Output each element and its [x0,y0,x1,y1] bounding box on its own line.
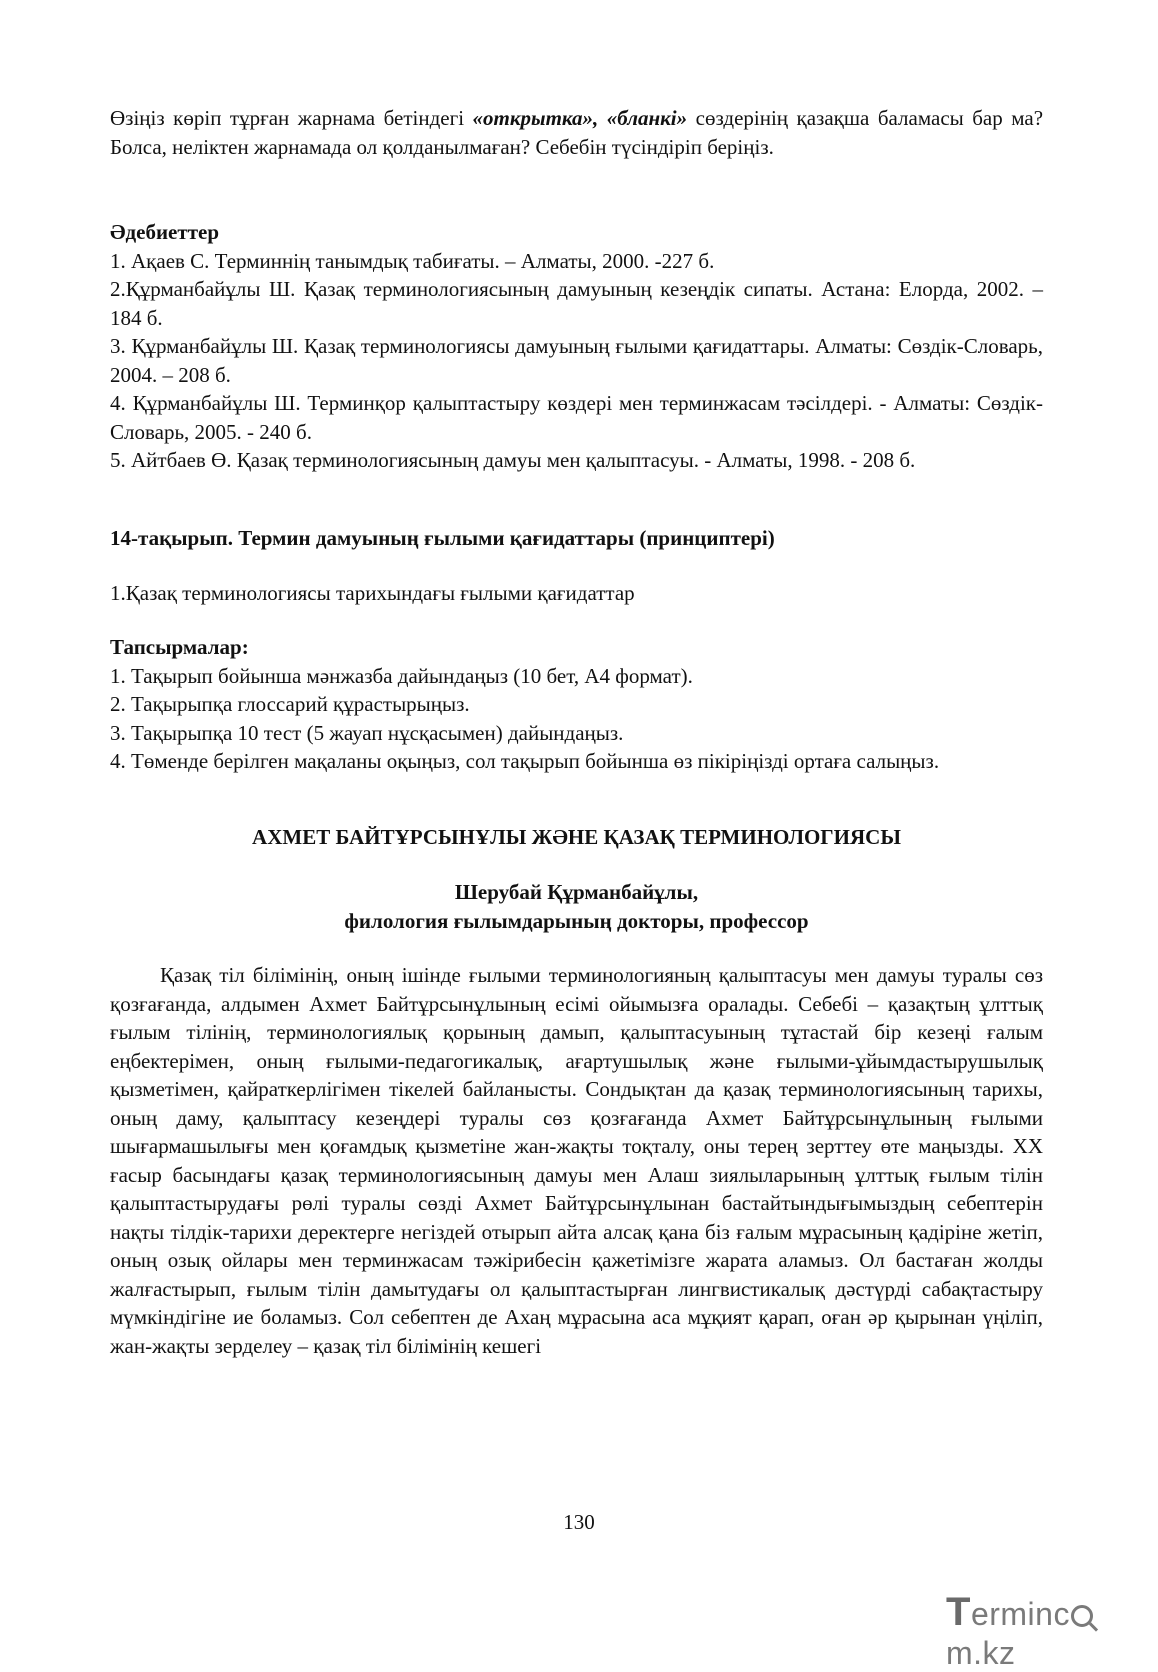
article-author: Шерубай Құрманбайұлы, [454,880,699,904]
literature-item: 4. Құрманбайұлы Ш. Терминқор қалыптастыру көздері мен терминжасам тәсілдері. - Алматы: Сөздік-Словарь, 2005. - 240 б. [110,391,1043,444]
logo-text-mid: erminc [970,1596,1070,1632]
literature-item: 5. Айтбаев Ө. Қазақ терминологиясының дамуы мен қалыптасуы. - Алматы, 1998. - 208 б. [110,448,916,472]
article-body: Қазақ тіл білімінің, оның ішінде ғылыми терминологияның қалыптасуы мен дамуы туралы сөз қозғағанда, алдымен Ахмет Байтұрсынұлының есімі ойымызға оралады. Себебі – қазақтың ұлттық ғылым тілінің, терминологиялық қорының дамып, қалыптасуының тұтастай бір кезеңі ғалым еңбектерімен, оның ғылыми-педагогикалық, ағартушылық және ғылыми-ұйымдастырушылық қызметімен, қайраткерлігімен тікелей байланысты. Сондықтан да қазақ терминологиясының тарихы, оның даму, қалыптасу кезеңдері туралы сөз қозғағанда Ахмет Байтұрсынұлының ғылыми шығармашылығы мен қоғамдық қызметіне жан-жақты тоқталу, оны терең зерттеу өте маңызды. ХХ ғасыр басындағы қазақ терминологиясының дамуы мен Алаш зиялыларының ұлттық ғылым тілін қалыптастырудағы рөлі туралы сөзді Ахмет Байтұрсынұлынан бастайтындығымыздың себептерін нақты тілдік-тарихи деректерге негіздей отырып айта алсақ қана біз ғалым мұрасының қадіріне жетіп, оның озық ойлары мен терминжасам тәжірибесін қажетімізге жарата аламыз. Ол бастаған жолды жалғастырып, ғылым тілін дамытудағы ол қалыптастырған лингвистикалық дәстүрді сабақтастыру мүмкіндігіне ие боламыз. Сол себептен де Ахаң мұрасына аса мұқият қарап, оған әр қырынан үңіліп, жан-жақты зерделеу – қазақ тіл білімінің кешегі [110,963,1043,1358]
literature-section [110,218,1043,475]
topic-heading: 14-тақырып. Термин дамуының ғылыми қағидаттары (принциптері) [110,526,775,550]
literature-item: 1. Ақаев С. Терминнің танымдық табиғаты. – Алматы, 2000. -227 б. [110,248,715,273]
intro-quoted-words: «открытка», «бланкі» [472,106,688,130]
literature-item: 2.Құрманбайұлы Ш. Қазақ терминологиясының дамуының кезеңдік сипаты. Астана: Елорда, 2002. – 184 б. [110,277,1043,330]
task-item: 3. Тақырыпқа 10 тест (5 жауап нұсқасымен) дайындаңыз. [110,720,624,745]
task-item: 2. Тақырыпқа глоссарий құрастырыңыз. [110,692,470,716]
intro-text-start: Өзіңіз көріп тұрған жарнама бетіндегі [110,106,473,130]
article-title: АХМЕТ БАЙТҰРСЫНҰЛЫ ЖӘНЕ ҚАЗАҚ ТЕРМИНОЛОГИЯСЫ [252,825,901,849]
article-body-block [110,961,1043,1360]
literature-item: 3. Құрманбайұлы Ш. Қазақ терминологиясы дамуының ғылыми қағидаттары. Алматы: Сөздік-Словарь, 2004. – 208 б. [110,334,1043,387]
intro-text-rest: баламасы бар ма? Болса, неліктен жарнамада ол қолданылмаған? Себебін түсіндіріп беріңіз. [110,106,1044,159]
intro-text-mid: сөздерінің қазақша [687,106,870,130]
page-number: 130 [563,1510,595,1534]
article-author-title: филология ғылымдарының докторы, профессор [344,908,809,933]
termincom-logo [946,1590,1158,1672]
logo-text-end: m.kz [946,1635,1016,1671]
article-author-block [110,878,1043,935]
task-item: 4. Төменде берілген мақаланы оқыңыз, сол тақырып бойынша өз пікіріңізді ортаға салыңыз. [110,749,940,773]
task-item: 1. Тақырып бойынша мәнжазба дайындаңыз (10 бет, А4 формат). [110,663,693,688]
article-title-block [110,823,1043,852]
topic-item-block [110,579,1043,608]
magnifier-icon [1071,1605,1093,1627]
logo-letter-t: T [946,1590,971,1634]
tasks-section [110,633,1043,776]
topic-item: 1.Қазақ терминологиясы тарихындағы ғылыми қағидаттар [110,581,635,605]
tasks-heading: Тапсырмалар: [110,635,249,659]
literature-heading: Әдебиеттер [110,220,220,244]
intro-paragraph [110,104,1043,161]
topic-section [110,524,1043,553]
